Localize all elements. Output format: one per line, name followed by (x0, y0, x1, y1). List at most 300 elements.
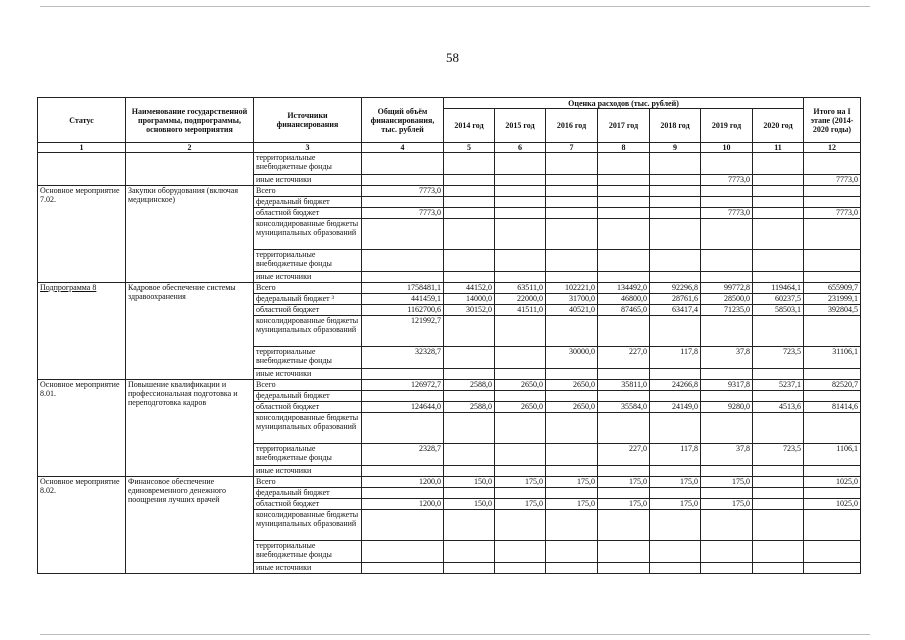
value-cell (444, 197, 495, 208)
value-cell (444, 208, 495, 219)
value-cell (650, 175, 701, 186)
value-cell (546, 272, 598, 283)
value-cell (546, 219, 598, 250)
table-body (38, 153, 861, 574)
value-cell (701, 488, 753, 499)
column-number: 4 (362, 143, 444, 153)
value-cell: 81414,6 (804, 402, 861, 413)
value-cell (362, 197, 444, 208)
column-number: 6 (495, 143, 546, 153)
source-cell: территориальные внебюджетные фонды (254, 541, 362, 563)
source-cell: консолидированные бюджеты муниципальных образований (254, 219, 362, 250)
value-cell (598, 466, 650, 477)
value-cell: 30152,0 (444, 305, 495, 316)
value-cell (495, 347, 546, 369)
value-cell: 175,0 (546, 477, 598, 488)
source-cell: Всего (254, 186, 362, 197)
source-cell: территориальные внебюджетные фонды (254, 347, 362, 369)
value-cell: 1758481,1 (362, 283, 444, 294)
value-cell: 175,0 (701, 477, 753, 488)
value-cell: 723,5 (753, 347, 804, 369)
value-cell: 7773,0 (362, 208, 444, 219)
value-cell (362, 541, 444, 563)
value-cell: 723,5 (753, 444, 804, 466)
value-cell: 35584,0 (598, 402, 650, 413)
value-cell: 82520,7 (804, 380, 861, 391)
header-year: 2017 год (598, 109, 650, 143)
value-cell: 175,0 (546, 499, 598, 510)
source-cell: иные источники (254, 175, 362, 186)
value-cell: 227,0 (598, 347, 650, 369)
value-cell (598, 175, 650, 186)
value-cell: 60237,5 (753, 294, 804, 305)
value-cell (444, 186, 495, 197)
source-cell: областной бюджет (254, 499, 362, 510)
name-cell: Кадровое обеспечение системы здравоохранения (126, 283, 254, 380)
page-number: 58 (446, 50, 459, 65)
source-cell: областной бюджет (254, 402, 362, 413)
header-itogo: Итого на I этапе (2014-2020 годы) (804, 98, 861, 143)
value-cell (362, 413, 444, 444)
value-cell (753, 208, 804, 219)
value-cell (753, 563, 804, 574)
value-cell: 392804,5 (804, 305, 861, 316)
value-cell (753, 153, 804, 175)
value-cell: 28500,0 (701, 294, 753, 305)
value-cell (546, 186, 598, 197)
value-cell (495, 413, 546, 444)
value-cell: 37,8 (701, 444, 753, 466)
table-row (38, 153, 861, 175)
value-cell (804, 466, 861, 477)
value-cell (804, 488, 861, 499)
value-cell (546, 510, 598, 541)
value-cell (444, 153, 495, 175)
value-cell: 175,0 (650, 499, 701, 510)
value-cell (444, 391, 495, 402)
value-cell (362, 272, 444, 283)
name-cell: Закупки оборудования (включая медицинское) (126, 186, 254, 283)
source-cell: консолидированные бюджеты муниципальных образований (254, 413, 362, 444)
value-cell (598, 316, 650, 347)
source-cell: консолидированные бюджеты муниципальных образований (254, 316, 362, 347)
value-cell (495, 466, 546, 477)
value-cell: 40521,0 (546, 305, 598, 316)
header-year: 2020 год (753, 109, 804, 143)
value-cell (804, 272, 861, 283)
value-cell: 1106,1 (804, 444, 861, 466)
value-cell (598, 391, 650, 402)
value-cell (495, 369, 546, 380)
value-cell: 1025,0 (804, 477, 861, 488)
value-cell (701, 510, 753, 541)
value-cell (546, 391, 598, 402)
value-cell (598, 250, 650, 272)
value-cell: 126972,7 (362, 380, 444, 391)
value-cell: 99772,8 (701, 283, 753, 294)
value-cell (804, 186, 861, 197)
value-cell (362, 466, 444, 477)
table-row (38, 283, 861, 294)
value-cell (362, 488, 444, 499)
status-cell: Основное мероприятие 8.02. (38, 477, 126, 574)
value-cell (444, 369, 495, 380)
source-cell: территориальные внебюджетные фонды (254, 250, 362, 272)
value-cell (804, 541, 861, 563)
value-cell (495, 541, 546, 563)
value-cell (362, 391, 444, 402)
value-cell (546, 197, 598, 208)
value-cell: 102221,0 (546, 283, 598, 294)
column-number: 5 (444, 143, 495, 153)
value-cell (598, 197, 650, 208)
value-cell (753, 541, 804, 563)
value-cell (444, 563, 495, 574)
source-cell: иные источники (254, 369, 362, 380)
source-cell: областной бюджет (254, 305, 362, 316)
value-cell: 2650,0 (495, 402, 546, 413)
value-cell (804, 197, 861, 208)
value-cell (495, 250, 546, 272)
value-cell (753, 466, 804, 477)
value-cell (804, 391, 861, 402)
value-cell (804, 250, 861, 272)
value-cell (495, 197, 546, 208)
value-cell (650, 197, 701, 208)
value-cell (650, 563, 701, 574)
header-estimate: Оценка расходов (тыс. рублей) (444, 98, 804, 109)
value-cell (753, 477, 804, 488)
value-cell: 1200,0 (362, 499, 444, 510)
value-cell (546, 466, 598, 477)
value-cell (495, 488, 546, 499)
source-cell: Всего (254, 380, 362, 391)
value-cell (598, 510, 650, 541)
value-cell (753, 499, 804, 510)
value-cell: 7773,0 (804, 208, 861, 219)
value-cell: 32328,7 (362, 347, 444, 369)
name-cell: Повышение квалификации и профессиональная подготовка и переподготовка кадров (126, 380, 254, 477)
column-number: 8 (598, 143, 650, 153)
value-cell (650, 510, 701, 541)
header-name: Наименование государственной программы, подпрограммы, основного мероприятия (126, 98, 254, 143)
value-cell (753, 175, 804, 186)
value-cell (362, 369, 444, 380)
table-row (38, 186, 861, 197)
value-cell (804, 316, 861, 347)
value-cell (650, 153, 701, 175)
value-cell (650, 369, 701, 380)
top-rule (40, 6, 870, 7)
source-cell: федеральный бюджет ³ (254, 294, 362, 305)
name-cell (126, 153, 254, 186)
value-cell: 5237,1 (753, 380, 804, 391)
value-cell (804, 413, 861, 444)
header-total: Общий объём финансирования, тыс. рублей (362, 98, 444, 143)
value-cell: 150,0 (444, 477, 495, 488)
value-cell: 2650,0 (546, 380, 598, 391)
value-cell (753, 197, 804, 208)
value-cell: 7773,0 (701, 208, 753, 219)
value-cell: 7773,0 (362, 186, 444, 197)
value-cell (546, 250, 598, 272)
value-cell: 231999,1 (804, 294, 861, 305)
value-cell (444, 272, 495, 283)
value-cell (444, 316, 495, 347)
value-cell (362, 219, 444, 250)
value-cell (598, 541, 650, 563)
value-cell (598, 186, 650, 197)
value-cell: 2328,7 (362, 444, 444, 466)
column-number: 1 (38, 143, 126, 153)
value-cell (753, 488, 804, 499)
value-cell (546, 444, 598, 466)
source-cell: территориальные внебюджетные фонды (254, 444, 362, 466)
header-year: 2018 год (650, 109, 701, 143)
header-sources: Источники финансирования (254, 98, 362, 143)
value-cell: 441459,1 (362, 294, 444, 305)
value-cell: 121992,7 (362, 316, 444, 347)
value-cell (598, 153, 650, 175)
column-number: 10 (701, 143, 753, 153)
value-cell: 175,0 (598, 499, 650, 510)
value-cell: 175,0 (650, 477, 701, 488)
value-cell: 63417,4 (650, 305, 701, 316)
value-cell (650, 316, 701, 347)
value-cell: 175,0 (495, 499, 546, 510)
value-cell (546, 175, 598, 186)
value-cell (444, 413, 495, 444)
value-cell (701, 186, 753, 197)
header-status: Статус (38, 98, 126, 143)
value-cell (495, 444, 546, 466)
value-cell (546, 153, 598, 175)
value-cell (362, 563, 444, 574)
value-cell (701, 250, 753, 272)
value-cell: 2650,0 (546, 402, 598, 413)
source-cell: Всего (254, 283, 362, 294)
value-cell: 28761,6 (650, 294, 701, 305)
value-cell (598, 219, 650, 250)
value-cell (701, 197, 753, 208)
value-cell (546, 563, 598, 574)
value-cell (546, 316, 598, 347)
value-cell (362, 510, 444, 541)
value-cell (650, 219, 701, 250)
column-number: 7 (546, 143, 598, 153)
value-cell (495, 219, 546, 250)
value-cell: 14000,0 (444, 294, 495, 305)
value-cell (753, 186, 804, 197)
value-cell (804, 153, 861, 175)
source-cell: федеральный бюджет (254, 391, 362, 402)
source-cell: иные источники (254, 272, 362, 283)
value-cell (598, 369, 650, 380)
value-cell (495, 175, 546, 186)
value-cell (753, 272, 804, 283)
value-cell (701, 563, 753, 574)
value-cell: 175,0 (598, 477, 650, 488)
source-cell: территориальные внебюджетные фонды (254, 153, 362, 175)
value-cell (598, 413, 650, 444)
value-cell: 24149,0 (650, 402, 701, 413)
value-cell (546, 541, 598, 563)
value-cell: 1200,0 (362, 477, 444, 488)
value-cell (598, 272, 650, 283)
value-cell (444, 541, 495, 563)
value-cell: 71235,0 (701, 305, 753, 316)
value-cell: 2588,0 (444, 380, 495, 391)
value-cell (362, 250, 444, 272)
value-cell (546, 369, 598, 380)
value-cell (650, 413, 701, 444)
table-row (38, 477, 861, 488)
value-cell (701, 369, 753, 380)
value-cell (650, 186, 701, 197)
value-cell (701, 153, 753, 175)
status-cell: Подпрограмма 8 (38, 283, 126, 380)
column-number: 9 (650, 143, 701, 153)
value-cell: 31700,0 (546, 294, 598, 305)
status-cell (38, 153, 126, 186)
value-cell: 44152,0 (444, 283, 495, 294)
source-cell: Всего (254, 477, 362, 488)
value-cell: 7773,0 (701, 175, 753, 186)
value-cell (753, 369, 804, 380)
value-cell (362, 175, 444, 186)
value-cell (444, 219, 495, 250)
source-cell: федеральный бюджет (254, 197, 362, 208)
value-cell: 9317,8 (701, 380, 753, 391)
value-cell: 35811,0 (598, 380, 650, 391)
value-cell (701, 272, 753, 283)
value-cell: 655909,7 (804, 283, 861, 294)
value-cell (804, 510, 861, 541)
value-cell (444, 466, 495, 477)
value-cell: 2650,0 (495, 380, 546, 391)
value-cell (444, 175, 495, 186)
value-cell (650, 391, 701, 402)
value-cell (598, 563, 650, 574)
value-cell (753, 250, 804, 272)
value-cell: 87465,0 (598, 305, 650, 316)
value-cell: 63511,0 (495, 283, 546, 294)
header-year: 2019 год (701, 109, 753, 143)
value-cell (495, 272, 546, 283)
budget-table (37, 97, 861, 574)
value-cell: 24266,8 (650, 380, 701, 391)
status-cell: Основное мероприятие 7.02. (38, 186, 126, 283)
value-cell (753, 219, 804, 250)
status-cell: Основное мероприятие 8.01. (38, 380, 126, 477)
value-cell (701, 541, 753, 563)
value-cell (444, 250, 495, 272)
bottom-rule (40, 634, 870, 635)
value-cell: 124644,0 (362, 402, 444, 413)
header-year: 2015 год (495, 109, 546, 143)
value-cell: 2588,0 (444, 402, 495, 413)
value-cell: 22000,0 (495, 294, 546, 305)
source-cell: федеральный бюджет (254, 488, 362, 499)
value-cell: 4513,6 (753, 402, 804, 413)
value-cell: 1025,0 (804, 499, 861, 510)
value-cell (701, 466, 753, 477)
value-cell: 117,8 (650, 347, 701, 369)
value-cell (495, 208, 546, 219)
source-cell: областной бюджет (254, 208, 362, 219)
value-cell (753, 510, 804, 541)
value-cell (495, 391, 546, 402)
value-cell (650, 466, 701, 477)
value-cell (804, 369, 861, 380)
value-cell: 150,0 (444, 499, 495, 510)
value-cell (444, 347, 495, 369)
name-cell: Финансовое обеспечение единовременного денежного поощрения лучших врачей (126, 477, 254, 574)
value-cell (362, 153, 444, 175)
column-number: 11 (753, 143, 804, 153)
value-cell: 1162700,6 (362, 305, 444, 316)
value-cell: 117,8 (650, 444, 701, 466)
value-cell (650, 488, 701, 499)
value-cell (804, 563, 861, 574)
value-cell: 37,8 (701, 347, 753, 369)
value-cell: 30000,0 (546, 347, 598, 369)
column-number: 3 (254, 143, 362, 153)
value-cell (495, 316, 546, 347)
value-cell: 41511,0 (495, 305, 546, 316)
value-cell (546, 488, 598, 499)
value-cell: 9280,0 (701, 402, 753, 413)
value-cell (546, 208, 598, 219)
source-cell: иные источники (254, 563, 362, 574)
value-cell (495, 563, 546, 574)
value-cell (701, 316, 753, 347)
value-cell (753, 391, 804, 402)
value-cell: 46800,0 (598, 294, 650, 305)
table-row (38, 380, 861, 391)
source-cell: консолидированные бюджеты муниципальных образований (254, 510, 362, 541)
value-cell (753, 413, 804, 444)
value-cell (495, 153, 546, 175)
value-cell: 175,0 (495, 477, 546, 488)
value-cell: 31106,1 (804, 347, 861, 369)
value-cell (546, 413, 598, 444)
header-year: 2016 год (546, 109, 598, 143)
value-cell (598, 488, 650, 499)
source-cell: иные источники (254, 466, 362, 477)
column-number: 12 (804, 143, 861, 153)
value-cell (444, 444, 495, 466)
value-cell: 7773,0 (804, 175, 861, 186)
value-cell (444, 510, 495, 541)
value-cell (701, 219, 753, 250)
column-number: 2 (126, 143, 254, 153)
value-cell: 175,0 (701, 499, 753, 510)
value-cell (495, 510, 546, 541)
header-year: 2014 год (444, 109, 495, 143)
value-cell (804, 219, 861, 250)
value-cell (598, 208, 650, 219)
value-cell (444, 488, 495, 499)
value-cell: 227,0 (598, 444, 650, 466)
value-cell (650, 541, 701, 563)
value-cell: 119464,1 (753, 283, 804, 294)
value-cell: 58503,1 (753, 305, 804, 316)
value-cell (495, 186, 546, 197)
value-cell (650, 208, 701, 219)
value-cell (650, 250, 701, 272)
value-cell: 92296,8 (650, 283, 701, 294)
